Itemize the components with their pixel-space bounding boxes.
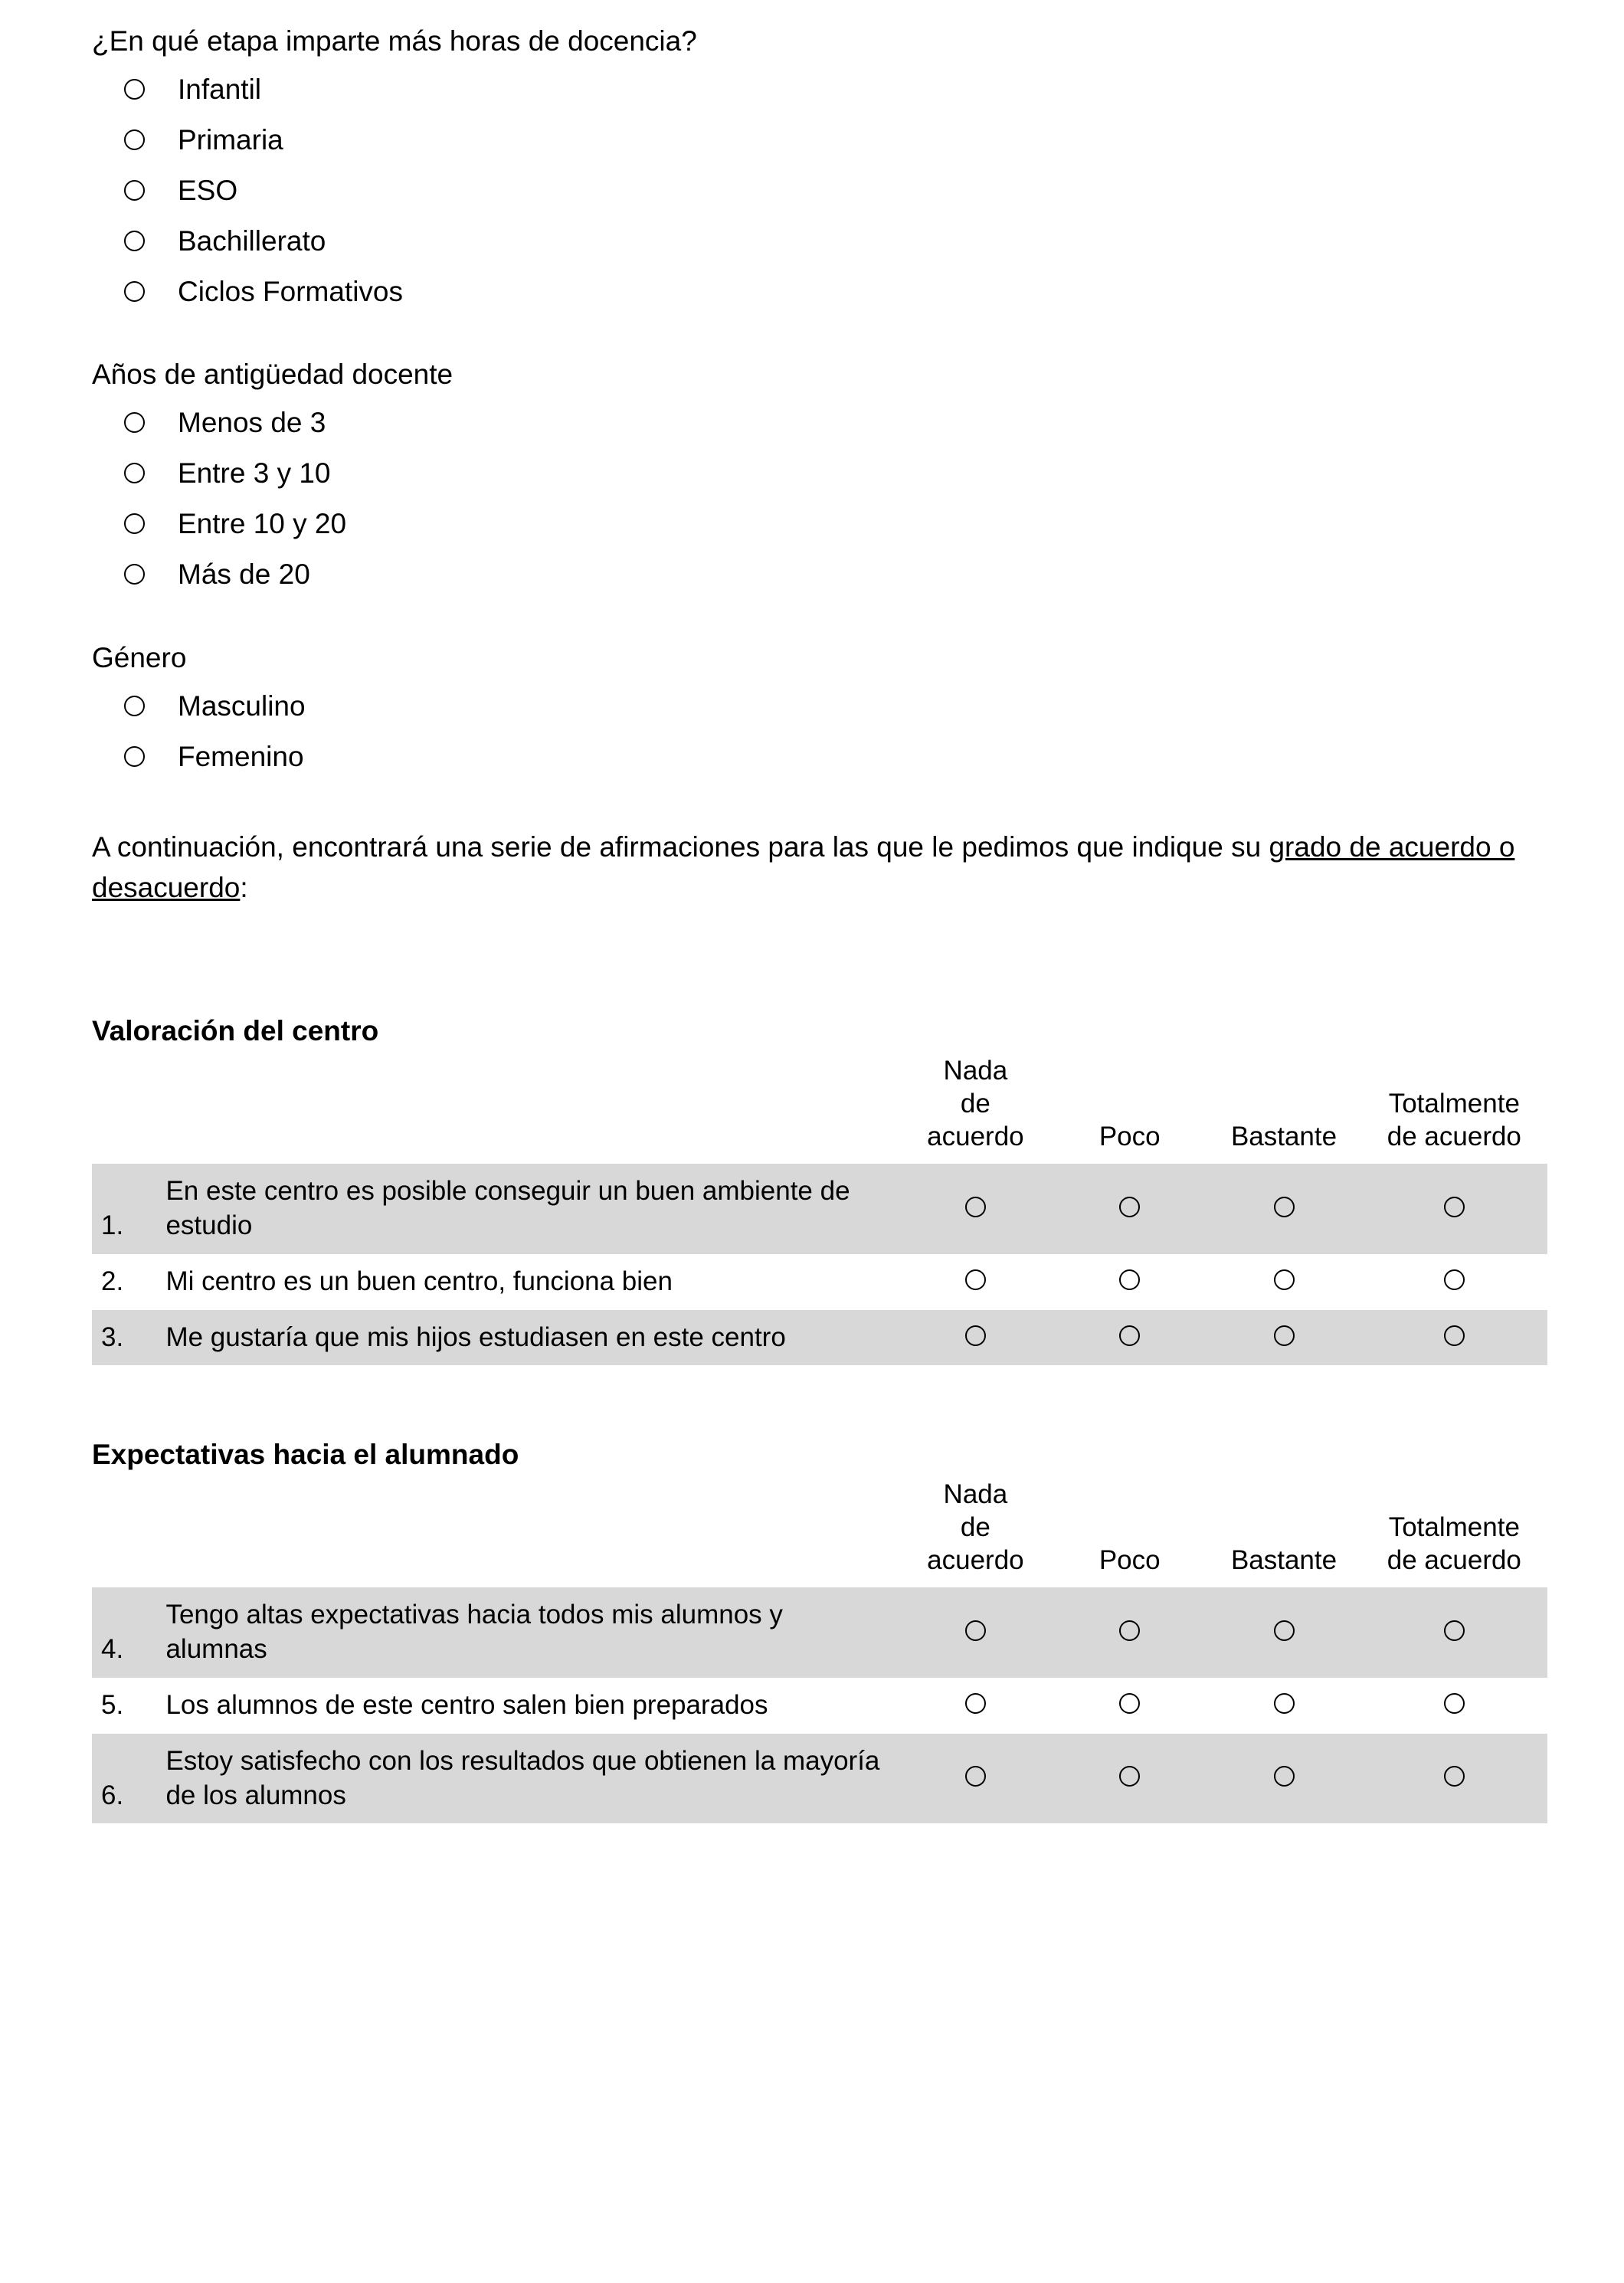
radio-icon[interactable]: [1274, 1325, 1295, 1346]
row-statement: Los alumnos de este centro salen bien preparados: [165, 1690, 768, 1721]
instructions-text-part1: A continuación, encontrará una serie de afirmaciones para las que le pedimos que indique su: [92, 831, 1269, 863]
option-label: Menos de 3: [178, 407, 326, 439]
likert-header-row: [92, 1055, 1547, 1164]
question-title-genero: Género: [92, 641, 187, 673]
radio-icon[interactable]: [1119, 1766, 1140, 1787]
radio-icon[interactable]: [1274, 1197, 1295, 1217]
cell-bastante[interactable]: [1207, 1587, 1360, 1678]
cell-nada-de-acuerdo[interactable]: [899, 1164, 1053, 1254]
header-blank-num: [92, 1055, 165, 1164]
radio-icon[interactable]: [1119, 1693, 1140, 1714]
radio-icon[interactable]: [965, 1197, 986, 1217]
row-number: 6.: [92, 1734, 165, 1824]
radio-icon[interactable]: [124, 231, 145, 251]
cell-poco[interactable]: [1053, 1587, 1207, 1678]
row-number: 1.: [92, 1164, 165, 1254]
radio-icon[interactable]: [1274, 1766, 1295, 1787]
table-row: [92, 1587, 1547, 1678]
option-label: Entre 3 y 10: [178, 457, 331, 490]
row-number: 2.: [101, 1266, 124, 1296]
cell-totalmente-de-acuerdo[interactable]: [1361, 1678, 1547, 1734]
question-block-etapa: [92, 23, 1532, 316]
column-header-nada-de-acuerdo: [899, 1479, 1053, 1587]
section-title: Valoración del centro: [92, 1015, 379, 1047]
radio-icon[interactable]: [1119, 1620, 1140, 1641]
header-line-1: Nada: [943, 1479, 1008, 1510]
option-row-primaria[interactable]: [124, 114, 1532, 165]
header-line-2: de: [960, 1512, 990, 1543]
row-statement: En este centro es posible conseguir un buen ambiente de estudio: [165, 1164, 898, 1254]
column-header-totalmente-de-acuerdo: [1361, 1479, 1547, 1587]
option-row-infantil[interactable]: [124, 64, 1532, 114]
spacer: [92, 908, 1532, 1015]
radio-icon[interactable]: [1444, 1766, 1465, 1787]
table-row: [92, 1734, 1547, 1824]
cell-nada-de-acuerdo[interactable]: [899, 1310, 1053, 1366]
radio-icon[interactable]: [965, 1325, 986, 1346]
option-label: Bachillerato: [178, 224, 326, 257]
cell-poco[interactable]: [1053, 1734, 1207, 1824]
column-header-poco: Poco: [1098, 1544, 1161, 1575]
option-label: Masculino: [178, 689, 306, 722]
radio-icon[interactable]: [1444, 1620, 1465, 1641]
header-line-2: de: [960, 1088, 990, 1119]
radio-icon[interactable]: [124, 463, 145, 483]
option-row-mas-de-20[interactable]: [124, 549, 1532, 600]
row-number: 4.: [92, 1587, 165, 1678]
table-row: [92, 1678, 1547, 1734]
radio-icon[interactable]: [1119, 1269, 1140, 1290]
column-header-totalmente-de-acuerdo: [1361, 1055, 1547, 1164]
radio-icon[interactable]: [1444, 1325, 1465, 1346]
cell-nada-de-acuerdo[interactable]: [899, 1587, 1053, 1678]
likert-table-expectativas: [92, 1479, 1547, 1823]
cell-totalmente-de-acuerdo[interactable]: [1361, 1587, 1547, 1678]
header-line-2: de acuerdo: [1387, 1121, 1521, 1151]
option-row-masculino[interactable]: [124, 680, 1532, 731]
row-statement: Tengo altas expectativas hacia todos mis alumnos y alumnas: [165, 1587, 898, 1678]
header-line-2: de acuerdo: [1387, 1544, 1521, 1575]
radio-icon[interactable]: [1444, 1693, 1465, 1714]
option-row-eso[interactable]: [124, 165, 1532, 215]
radio-icon[interactable]: [124, 696, 145, 716]
row-statement: Estoy satisfecho con los resultados que obtienen la mayoría de los alumnos: [165, 1734, 898, 1824]
cell-totalmente-de-acuerdo[interactable]: [1361, 1734, 1547, 1824]
option-row-entre-3-y-10[interactable]: [124, 448, 1532, 499]
radio-icon[interactable]: [124, 79, 145, 100]
row-number: 3.: [92, 1310, 165, 1366]
header-blank-stmt: [165, 1479, 898, 1587]
radio-icon[interactable]: [965, 1766, 986, 1787]
radio-icon[interactable]: [1119, 1325, 1140, 1346]
option-row-entre-10-y-20[interactable]: [124, 499, 1532, 549]
radio-icon[interactable]: [124, 746, 145, 767]
column-header-bastante: Bastante: [1230, 1121, 1338, 1151]
radio-icon[interactable]: [1274, 1269, 1295, 1290]
cell-bastante[interactable]: [1207, 1734, 1360, 1824]
radio-icon[interactable]: [1444, 1269, 1465, 1290]
option-label: Infantil: [178, 73, 262, 105]
radio-icon[interactable]: [124, 281, 145, 302]
section-expectativas-hacia-el-alumnado: [92, 1439, 1532, 1823]
table-row: [92, 1164, 1547, 1254]
option-label: Femenino: [178, 740, 304, 772]
radio-icon[interactable]: [124, 564, 145, 585]
cell-totalmente-de-acuerdo[interactable]: [1361, 1310, 1547, 1366]
cell-bastante[interactable]: [1207, 1164, 1360, 1254]
radio-icon[interactable]: [965, 1693, 986, 1714]
header-line-3: acuerdo: [927, 1544, 1024, 1575]
radio-icon[interactable]: [124, 513, 145, 534]
cell-poco[interactable]: [1053, 1310, 1207, 1366]
cell-nada-de-acuerdo[interactable]: [899, 1734, 1053, 1824]
option-row-menos-de-3[interactable]: [124, 398, 1532, 448]
radio-icon[interactable]: [1119, 1197, 1140, 1217]
table-row: [92, 1310, 1547, 1366]
option-label: Más de 20: [178, 558, 310, 591]
option-label: Entre 10 y 20: [178, 508, 347, 540]
option-row-bachillerato[interactable]: [124, 215, 1532, 266]
radio-icon[interactable]: [965, 1269, 986, 1290]
option-label: Primaria: [178, 123, 283, 156]
question-title-etapa: ¿En qué etapa imparte más horas de docencia?: [92, 25, 697, 57]
header-line-1: Nada: [943, 1056, 1008, 1086]
cell-bastante[interactable]: [1207, 1254, 1360, 1310]
option-label: Ciclos Formativos: [178, 275, 403, 307]
cell-nada-de-acuerdo[interactable]: [899, 1678, 1053, 1734]
header-line-3: acuerdo: [927, 1121, 1024, 1151]
cell-poco[interactable]: [1053, 1254, 1207, 1310]
spacer: [92, 1365, 1532, 1439]
cell-poco[interactable]: [1053, 1164, 1207, 1254]
spacer: [92, 781, 1532, 827]
column-header-poco: Poco: [1098, 1121, 1161, 1151]
radio-icon[interactable]: [124, 180, 145, 201]
option-label: ESO: [178, 174, 238, 206]
radio-icon[interactable]: [1274, 1693, 1295, 1714]
question-block-antiguedad: [92, 356, 1532, 599]
cell-totalmente-de-acuerdo[interactable]: [1361, 1254, 1547, 1310]
cell-poco[interactable]: [1053, 1678, 1207, 1734]
header-line-1: Totalmente: [1388, 1088, 1520, 1119]
question-block-genero: [92, 640, 1532, 781]
column-header-bastante: Bastante: [1230, 1544, 1338, 1575]
radio-icon[interactable]: [124, 412, 145, 433]
instructions-text-underlined: grado de acuerdo o desacuerdo: [92, 831, 1515, 903]
radio-icon[interactable]: [124, 129, 145, 150]
option-row-femenino[interactable]: [124, 731, 1532, 781]
instructions-paragraph: [92, 827, 1532, 908]
section-valoracion-del-centro: [92, 1015, 1532, 1365]
cell-nada-de-acuerdo[interactable]: [899, 1254, 1053, 1310]
table-row: [92, 1254, 1547, 1310]
radio-icon[interactable]: [1444, 1197, 1465, 1217]
question-title-antiguedad: Años de antigüedad docente: [92, 359, 453, 391]
row-number: 5.: [101, 1690, 124, 1721]
column-header-nada-de-acuerdo: [899, 1055, 1053, 1164]
option-row-ciclos-formativos[interactable]: [124, 266, 1532, 316]
row-statement: Mi centro es un buen centro, funciona bien: [165, 1266, 673, 1296]
cell-bastante[interactable]: [1207, 1678, 1360, 1734]
header-blank-num: [92, 1479, 165, 1587]
section-title: Expectativas hacia el alumnado: [92, 1439, 519, 1471]
cell-bastante[interactable]: [1207, 1310, 1360, 1366]
row-statement: Me gustaría que mis hijos estudiasen en este centro: [165, 1310, 898, 1366]
instructions-text-part2: :: [240, 871, 248, 903]
cell-totalmente-de-acuerdo[interactable]: [1361, 1164, 1547, 1254]
header-line-1: Totalmente: [1388, 1512, 1520, 1543]
header-blank-stmt: [165, 1055, 898, 1164]
radio-icon[interactable]: [1274, 1620, 1295, 1641]
likert-header-row: [92, 1479, 1547, 1587]
spacer: [92, 316, 1532, 356]
radio-icon[interactable]: [965, 1620, 986, 1641]
likert-table-valoracion: [92, 1055, 1547, 1365]
spacer: [92, 600, 1532, 640]
